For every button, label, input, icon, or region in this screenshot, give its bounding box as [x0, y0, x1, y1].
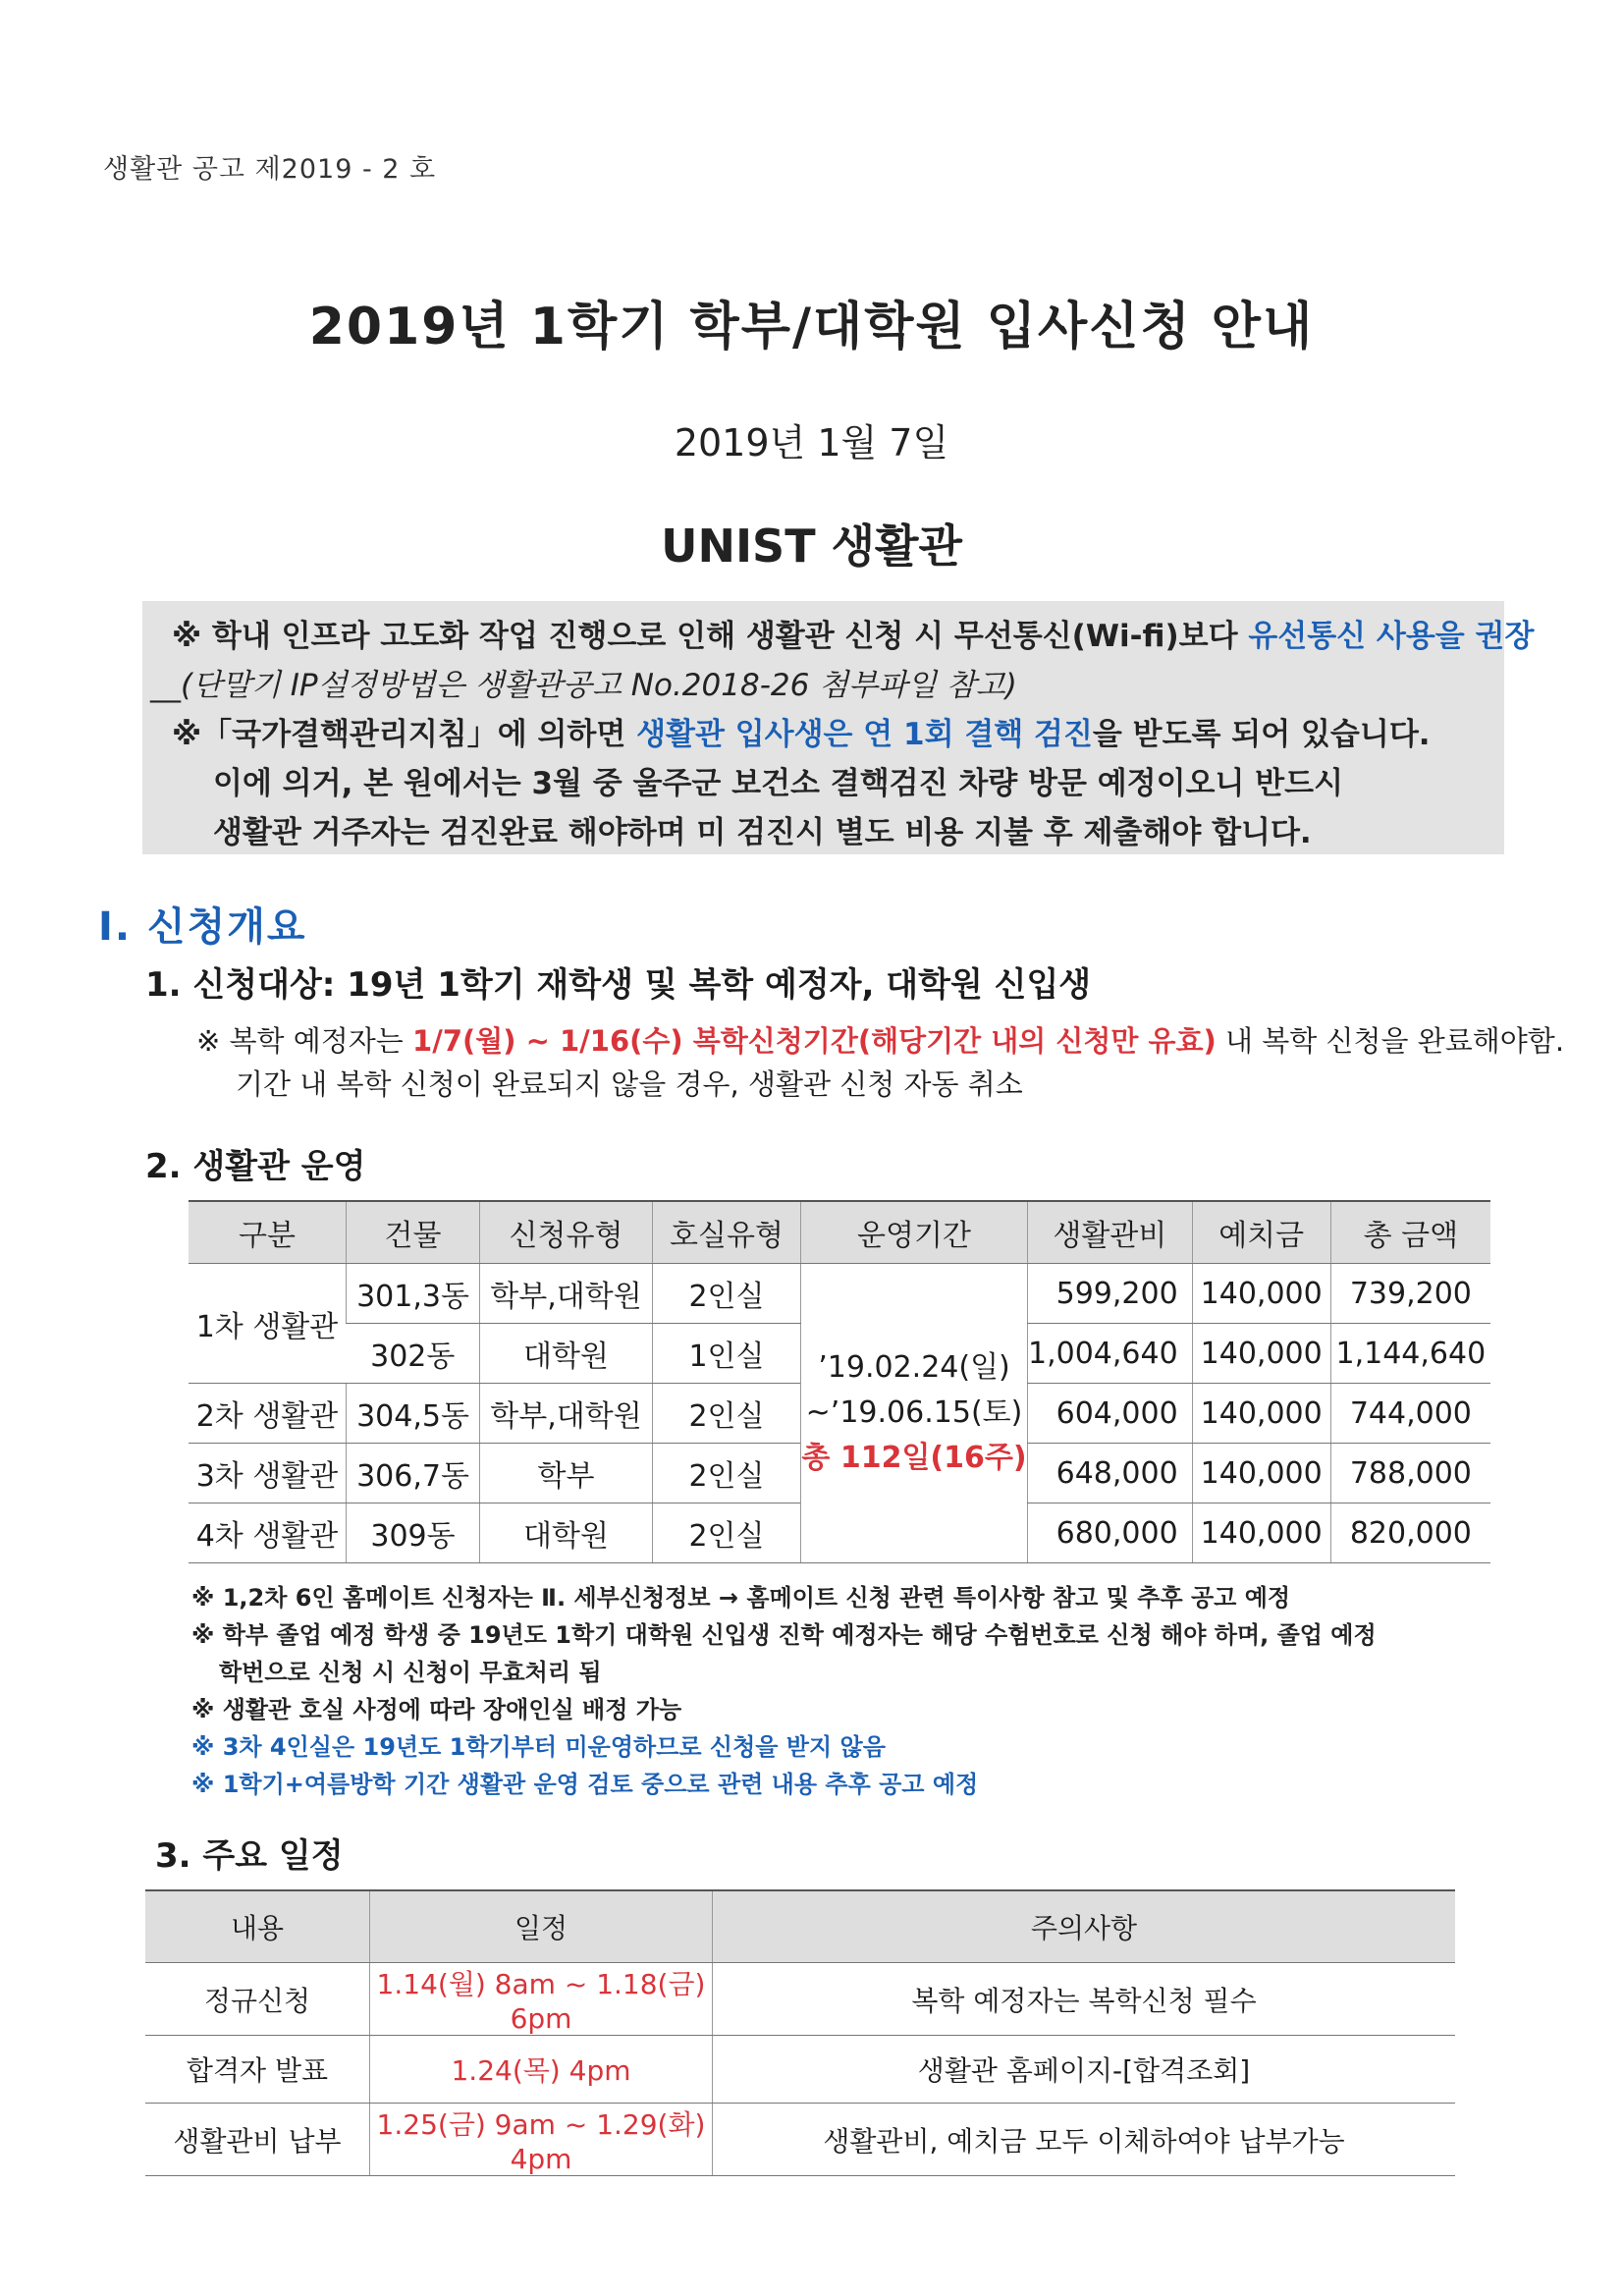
total-cell: 820,000: [1330, 1503, 1490, 1563]
building-cell: 309동: [347, 1503, 480, 1563]
schedule-date-cell: 1.25(금) 9am ~ 1.29(화) 4pm: [370, 2104, 713, 2176]
operation-table: [189, 1200, 1490, 1563]
eligibility-note: [196, 1019, 1564, 1060]
notice-line-2: __(단말기 IP설정방법은 생활관공고 No.2018-26 첨부파일 참고): [150, 668, 1017, 703]
apply-type-cell: 학부,대학원: [480, 1384, 653, 1444]
section-title: Ⅰ. 신청개요: [98, 904, 307, 950]
organization-name: UNIST 생활관: [661, 519, 962, 573]
schedule-item-cell: 생활관비 납부: [145, 2104, 370, 2176]
room-type-cell: 2인실: [653, 1264, 801, 1324]
fee-cell: 648,000: [1028, 1444, 1193, 1503]
building-cell: 302동: [347, 1324, 480, 1384]
col-header-deposit: 예치금: [1192, 1201, 1330, 1264]
fee-cell: 599,200: [1028, 1264, 1193, 1324]
room-type-cell: 2인실: [653, 1384, 801, 1444]
apply-type-cell: 대학원: [480, 1503, 653, 1563]
schedule-note-cell: 생활관비, 예치금 모두 이체하여야 납부가능: [713, 2104, 1456, 2176]
deposit-cell: 140,000: [1192, 1264, 1330, 1324]
notice-line-1: [172, 611, 1534, 655]
notice-line-5: 생활관 거주자는 검진완료 해야하며 미 검진시 별도 비용 지불 후 제출해야 합니다.: [213, 815, 1312, 850]
building-cell: 304,5동: [347, 1384, 480, 1444]
notice-line-4: 이에 의거, 본 원에서는 3월 중 울주군 보건소 결핵검진 차량 방문 예정이오니 반드시: [213, 766, 1344, 801]
schedule-item-cell: 정규신청: [145, 1963, 370, 2036]
group-cell: 1차 생활관: [189, 1264, 347, 1384]
table-header-row: [189, 1201, 1490, 1264]
deposit-cell: 140,000: [1192, 1324, 1330, 1384]
col-header-fee: 생활관비: [1028, 1201, 1193, 1264]
schedule-date-cell: 1.14(월) 8am ~ 1.18(금) 6pm: [370, 1963, 713, 2036]
table-row: [145, 2104, 1455, 2176]
col-header-date: 일정: [370, 1890, 713, 1963]
period-total: 총 112일(16주): [801, 1441, 1027, 1475]
col-header-item: 내용: [145, 1890, 370, 1963]
page-title: 2019년 1학기 학부/대학원 입사신청 안내: [308, 298, 1315, 356]
notice-line-3-text: ※「국가결핵관리지침」에 의하면: [172, 717, 637, 752]
building-cell: 301,3동: [347, 1264, 480, 1324]
deposit-cell: 140,000: [1192, 1503, 1330, 1563]
notice-box: [142, 601, 1535, 854]
apply-type-cell: 대학원: [480, 1324, 653, 1384]
group-cell: 4차 생활관: [189, 1503, 347, 1563]
table-row: [189, 1264, 1490, 1324]
table-note-5: ※ 1학기+여름방학 기간 생활관 운영 검토 중으로 관련 내용 추후 공고 예정: [191, 1771, 979, 1798]
col-header-category: 구분: [189, 1201, 347, 1264]
table-note-1: ※ 1,2차 6인 홈메이트 신청자는 Ⅱ. 세부신청정보 → 홈메이트 신청 관련 특이사항 참고 및 추후 공고 예정: [191, 1584, 1291, 1612]
subsection-schedule: 3. 주요 일정: [155, 1836, 344, 1876]
col-header-period: 운영기간: [801, 1201, 1028, 1264]
col-header-room-type: 호실유형: [653, 1201, 801, 1264]
period-cell: [801, 1264, 1028, 1563]
schedule-note-cell: 복학 예정자는 복학신청 필수: [713, 1963, 1456, 2036]
table-note-2: ※ 학부 졸업 예정 학생 중 19년도 1학기 대학원 신입생 진학 예정자는 해당 수험번호로 신청 해야 하며, 졸업 예정: [191, 1621, 1377, 1649]
col-header-apply-type: 신청유형: [480, 1201, 653, 1264]
table-row: [145, 2036, 1455, 2104]
col-header-total: 총 금액: [1330, 1201, 1490, 1264]
table-note-3: ※ 생활관 호실 사정에 따라 장애인실 배정 가능: [191, 1696, 682, 1723]
apply-type-cell: 학부: [480, 1444, 653, 1503]
notice-date: 2019년 1월 7일: [674, 421, 949, 465]
deposit-cell: 140,000: [1192, 1444, 1330, 1503]
total-cell: 744,000: [1330, 1384, 1490, 1444]
total-cell: 788,000: [1330, 1444, 1490, 1503]
schedule-table: [145, 1889, 1455, 2176]
table-note-4: ※ 3차 4인실은 19년도 1학기부터 미운영하므로 신청을 받지 않음: [191, 1733, 886, 1761]
notice-line-1-text: ※ 학내 인프라 고도화 작업 진행으로 인해 생활관 신청 시 무선통신(Wi-fi)보다: [172, 619, 1249, 654]
period-end: ~’19.06.15(토): [805, 1395, 1023, 1430]
eligibility-note-line-2: 기간 내 복학 신청이 완료되지 않을 경우, 생활관 신청 자동 취소: [236, 1067, 1023, 1101]
table-note-2-cont: 학번으로 신청 시 신청이 무효처리 됨: [219, 1659, 602, 1686]
table-header-row: [145, 1890, 1455, 1963]
notice-line-3: [172, 709, 1431, 753]
building-cell: 306,7동: [347, 1444, 480, 1503]
total-cell: 739,200: [1330, 1264, 1490, 1324]
col-header-caution: 주의사항: [713, 1890, 1456, 1963]
apply-type-cell: 학부,대학원: [480, 1264, 653, 1324]
room-type-cell: 2인실: [653, 1503, 801, 1563]
table-notes: [191, 1579, 1377, 1803]
fee-cell: 604,000: [1028, 1384, 1193, 1444]
subsection-eligibility: 1. 신청대상: 19년 1학기 재학생 및 복학 예정자, 대학원 신입생: [145, 965, 1092, 1005]
notice-line-3-highlight: 생활관 입사생은 연 1회 결핵 검진: [636, 717, 1093, 752]
schedule-date-cell: 1.24(목) 4pm: [370, 2036, 713, 2104]
total-cell: 1,144,640: [1330, 1324, 1490, 1384]
notice-number: 생활관 공고 제2019 - 2 호: [103, 154, 437, 185]
group-cell: 2차 생활관: [189, 1384, 347, 1444]
fee-cell: 1,004,640: [1028, 1324, 1193, 1384]
room-type-cell: 2인실: [653, 1444, 801, 1503]
eligibility-note-text: ※ 복학 예정자는: [196, 1024, 413, 1058]
period-start: ’19.02.24(일): [818, 1350, 1010, 1385]
eligibility-note-tail: 내 복학 신청을 완료해야함.: [1216, 1024, 1565, 1058]
deposit-cell: 140,000: [1192, 1384, 1330, 1444]
table-row: [145, 1963, 1455, 2036]
notice-line-1-highlight: 유선통신 사용을 권장: [1248, 619, 1535, 654]
group-cell: 3차 생활관: [189, 1444, 347, 1503]
fee-cell: 680,000: [1028, 1503, 1193, 1563]
room-type-cell: 1인실: [653, 1324, 801, 1384]
col-header-building: 건물: [347, 1201, 480, 1264]
subsection-operation: 2. 생활관 운영: [145, 1147, 366, 1186]
schedule-item-cell: 합격자 발표: [145, 2036, 370, 2104]
eligibility-note-highlight: 1/7(월) ~ 1/16(수) 복학신청기간(해당기간 내의 신청만 유효): [412, 1024, 1217, 1058]
notice-line-3-tail: 을 받도록 되어 있습니다.: [1092, 717, 1431, 752]
schedule-note-cell: 생활관 홈페이지-[합격조회]: [713, 2036, 1456, 2104]
